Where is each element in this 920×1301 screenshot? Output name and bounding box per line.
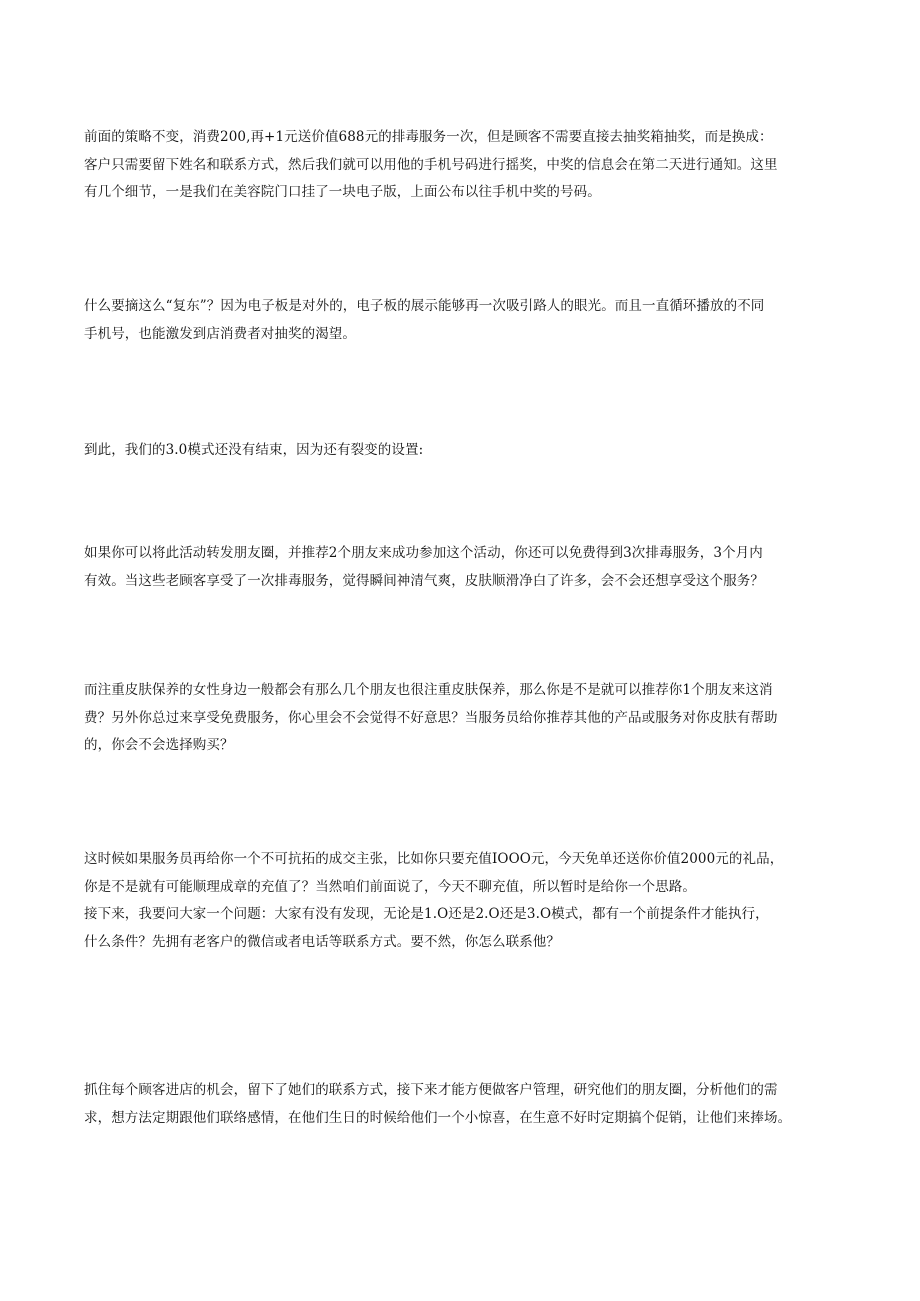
paragraph-skin-care-friends: [84, 677, 846, 760]
text-line: 而注重皮肤保养的女性身边一般都会有那么几个朋友也很注重皮肤保养，那么你是不是就可以推荐你1个朋友来这消: [84, 682, 773, 698]
text-line: 你是不是就有可能顺理成章的充值了？当然咱们前面说了，今天不聊充值，所以暂时是给你一个思路。: [84, 878, 696, 895]
text-line: 什么条件？先拥有老客户的微信或者电话等联系方式。要不然，你怎么联系他？: [84, 933, 560, 950]
text-line: 什么要摘这么“复东”？因为电子板是对外的，电子板的展示能够再一次吸引路人的眼光。而且一直循环播放的不同: [84, 298, 765, 314]
text-line: 这时候如果服务员再给你一个不可抗拓的成交主张，比如你只要充值IOOO元，今天免单还送你价值2000元的礼品，: [84, 851, 784, 867]
paragraph-referral: [84, 540, 846, 595]
text-line: 到此，我们的3.0模式还没有结束，因为还有裂变的设置:: [84, 442, 424, 458]
text-line: 接下来，我要问大家一个问题：大家有没有发现，无论是1.O还是2.O还是3.O模式，都有一个前提条件才能执行，: [84, 906, 769, 922]
paragraph-customer-management: [84, 1077, 846, 1132]
text-line: 有效。当这些老顾客享受了一次排毒服务，觉得瞬间神清气爽，皮肤顺滑净白了许多，会不会还想享受这个服务？: [84, 572, 764, 589]
text-line: 求，想方法定期跟他们联络感情，在他们生日的时候给他们一个小惊喜，在生意不好时定期搞个促销，让他们来捧场。: [84, 1109, 792, 1126]
text-line: 费？另外你总过来享受免费服务，你心里会不会觉得不好意思？当服务员给你推荐其他的产品或服务对你皮肤有帮助: [84, 709, 778, 726]
text-line: 的，你会不会选择购买？: [84, 737, 234, 753]
paragraph-why-display: [84, 293, 846, 348]
text-line: 如果你可以将此活动转发朋友圈，并推荐2个朋友来成功参加这个活动，你还可以免费得到3次排毒服务，3个月内: [84, 545, 763, 561]
text-line: 抓住每个顾客进店的机会，留下了她们的联系方式，接下来才能方便做客户管理，研究他们的朋友圈，分析他们的需: [84, 1082, 778, 1098]
text-line: 手机号，也能激发到店消费者对抽奖的渴望。: [84, 325, 356, 342]
text-line: 前面的策略不变，消费200,再+1元送价值688元的排毒服务一次，但是顾客不需要直接去抽奖箱抽奖，而是换成：: [84, 129, 773, 145]
paragraph-closing-offer: [84, 846, 846, 956]
text-line: 客户只需要留下姓名和联系方式，然后我们就可以用他的手机号码进行摇奖，中奖的信息会在第二天进行通知。这里: [84, 156, 778, 173]
paragraph-strategy: [84, 124, 846, 207]
text-line: 有几个细节，一是我们在美容院门口挂了一块电子版，上面公布以往手机中奖的号码。: [84, 184, 601, 200]
paragraph-model-not-finished: [84, 437, 846, 465]
